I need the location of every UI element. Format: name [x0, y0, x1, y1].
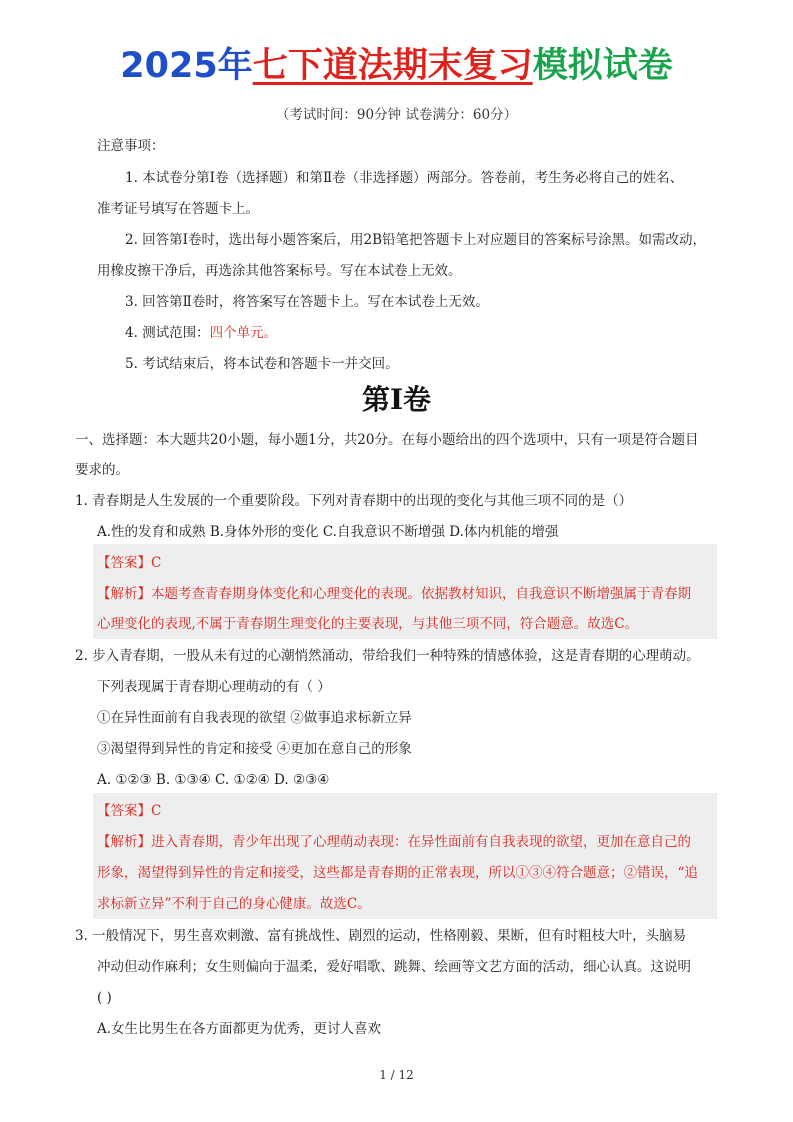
page-title [0, 38, 793, 94]
q3-stem-line1: 3. 一般情况下，男生喜欢刺激、富有挑战性、剧烈的运动，性格刚毅、果断，但有时粗枝大叶，头脑易 [75, 928, 687, 944]
notice-item-5: 5. 考试结束后，将本试卷和答题卡一并交回。 [125, 356, 399, 372]
q3-stem-line2: 冲动但动作麻利；女生则偏向于温柔，爱好唱歌、跳舞、绘画等文艺方面的活动，细心认真。这说明 [97, 959, 691, 975]
title-subject: 七下道法期末复习 [252, 46, 533, 86]
q2-answer: 【答案】C [97, 803, 162, 819]
notice-item-1-line2: 准考证号填写在答题卡上。 [97, 201, 259, 217]
title-year: 2025年 [120, 46, 253, 86]
notice-item-2-line1: 2. 回答第Ⅰ卷时，选出每小题答案后，用2B铅笔把答题卡上对应题目的答案标号涂黑。如需改动， [125, 232, 707, 248]
q2-analysis-line3: 求标新立异”不利于自己的身心健康。故选C。 [97, 896, 371, 912]
q2-stem-line2: 下列表现属于青春期心理萌动的有（ ） [97, 679, 331, 695]
q2-stem-line1: 2. 步入青春期，一股从未有过的心潮悄然涌动，带给我们一种特殊的情感体验，这是青春期的心理萌动。 [75, 648, 700, 664]
q2-choice-line2: ③渴望得到异性的肯定和接受 ④更加在意自己的形象 [97, 741, 412, 757]
section-title: 第Ⅰ卷 [361, 383, 432, 416]
notice-item-2-line2: 用橡皮擦干净后，再选涂其他答案标号。写在本试卷上无效。 [97, 263, 462, 279]
q2-analysis-line1: 【解析】进入青春期，青少年出现了心理萌动表现：在异性面前有自我表现的欲望，更加在意自己的 [97, 834, 691, 850]
q1-stem: 1. 青春期是人生发展的一个重要阶段。下列对青春期中的出现的变化与其他三项不同的是（） [75, 493, 633, 509]
notice-item-4-value: 四个单元。 [209, 325, 278, 341]
notice-heading: 注意事项： [97, 138, 165, 154]
q3-stem-line3: ( ) [97, 990, 112, 1006]
q1-answer: 【答案】C [97, 555, 162, 571]
title-paper: 模拟试卷 [532, 46, 673, 86]
section-intro-line2: 要求的。 [75, 462, 129, 478]
q1-options: A.性的发育和成熟 B.身体外形的变化 C.自我意识不断增强 D.体内机能的增强 [97, 524, 559, 540]
notice-item-3: 3. 回答第Ⅱ卷时，将答案写在答题卡上。写在本试卷上无效。 [125, 294, 489, 310]
q2-analysis-line2: 形象，渴望得到异性的肯定和接受，这些都是青春期的正常表现，所以①③④符合题意；②错误，“追 [97, 865, 698, 881]
exam-info: （考试时间：90分钟 试卷满分：60分） [275, 107, 518, 123]
notice-item-4 [125, 323, 277, 343]
notice-item-1-line1: 1. 本试卷分第Ⅰ卷（选择题）和第Ⅱ卷（非选择题）两部分。答卷前，考生务必将自己的姓名、 [125, 170, 684, 186]
q1-analysis-line2: 心理变化的表现,不属于青春期生理变化的主要表现，与其他三项不同，符合题意。故选C。 [97, 616, 639, 632]
q3-option-a: A.女生比男生在各方面都更为优秀，更讨人喜欢 [97, 1021, 382, 1037]
q1-analysis-line1: 【解析】本题考查青春期身体变化和心理变化的表现。依据教材知识，自我意识不断增强属于青春期 [97, 586, 691, 602]
page-number: 1 / 12 [379, 1068, 414, 1082]
q2-choice-line1: ①在异性面前有自我表现的欲望 ②做事追求标新立异 [97, 710, 412, 726]
section-intro-line1: 一、选择题：本大题共20小题，每小题1分，共20分。在每小题给出的四个选项中，只有一项是符合题目 [75, 432, 699, 448]
notice-item-4-label: 4. 测试范围： [125, 325, 210, 341]
q2-options: A. ①②③ B. ①③④ C. ①②④ D. ②③④ [97, 772, 330, 788]
